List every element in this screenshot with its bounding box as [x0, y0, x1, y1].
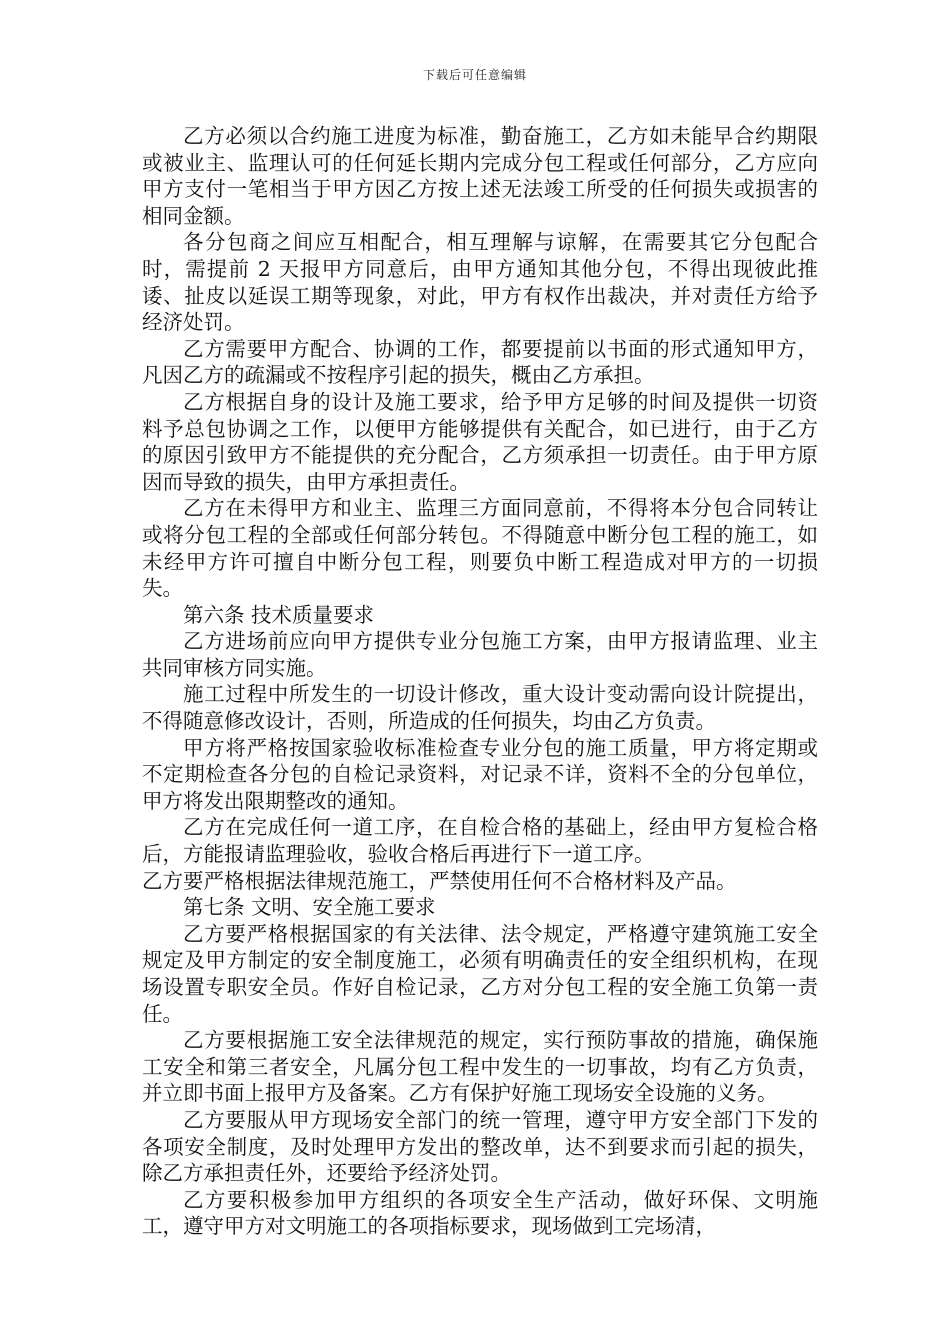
paragraph: 乙方进场前应向甲方提供专业分包施工方案，由甲方报请监理、业主共同审核方同实施。 — [142, 629, 818, 680]
page-header: 下载后可任意编辑 — [422, 68, 527, 82]
section-heading: 第七条 文明、安全施工要求 — [183, 895, 436, 920]
paragraph: 乙方需要甲方配合、协调的工作，都要提前以书面的形式通知甲方，凡因乙方的疏漏或不按程序引起的损失，概由乙方承担。 — [142, 336, 818, 388]
paragraph: 乙方必须以合约施工进度为标准，勤奋施工，乙方如未能早合约期限或被业主、监理认可的任何延长期内完成分包工程或任何部分，乙方应向甲方支付一笔相当于甲方因乙方按上述无法竣工所受的任何损失或损害的相同金额。 — [142, 124, 818, 228]
paragraph: 乙方在未得甲方和业主、监理三方面同意前，不得将本分包合同转让或将分包工程的全部或任何部分转包。不得随意中断分包工程的施工，如未经甲方许可擅自中断分包工程，则要负中断工程造成对甲方的一切损失。 — [142, 496, 818, 601]
paragraph: 乙方要严格根据法律规范施工，严禁使用任何不合格材料及产品。 — [142, 868, 737, 893]
paragraph: 乙方要根据施工安全法律规范的规定，实行预防事故的措施，确保施工安全和第三者安全，凡属分包工程中发生的一切事故，均有乙方负责，并立即书面上报甲方及备案。乙方有保护好施工现场安全设施的义务。 — [142, 1028, 818, 1106]
paragraph: 乙方根据自身的设计及施工要求，给予甲方足够的时间及提供一切资料予总包协调之工作，以便甲方能够提供有关配合，如已进行，由于乙方的原因引致甲方不能提供的充分配合，乙方须承担一切责任。由于甲方原因而导致的损失，由甲方承担责任。 — [142, 389, 818, 494]
paragraph: 施工过程中所发生的一切设计修改，重大设计变动需向设计院提出，不得随意修改设计，否则，所造成的任何损失，均由乙方负责。 — [142, 682, 818, 734]
paragraph: 各分包商之间应互相配合，相互理解与谅解，在需要其它分包配合时，需提前 2 天报甲方同意后，由甲方通知其他分包，不得出现彼此推诿、扯皮以延误工期等现象，对此，甲方有权作出裁决，并对责任方给予经济处罚。 — [142, 230, 818, 335]
section-heading: 第六条 技术质量要求 — [183, 602, 375, 627]
paragraph: 乙方要积极参加甲方组织的各项安全生产活动，做好环保、文明施工，遵守甲方对文明施工的各项指标要求，现场做到工完场清， — [142, 1187, 818, 1239]
paragraph: 乙方要严格根据国家的有关法律、法令规定，严格遵守建筑施工安全规定及甲方制定的安全制度施工，必须有明确责任的安全组织机构，在现场设置专职安全员。作好自检记录，乙方对分包工程的安全施工负第一责任。 — [142, 921, 818, 1026]
document-body — [142, 123, 818, 1240]
paragraph: 甲方将严格按国家验收标准检查专业分包的施工质量，甲方将定期或不定期检查各分包的自检记录资料，对记录不详，资料不全的分包单位，甲方将发出限期整改的通知。 — [142, 735, 818, 813]
paragraph: 乙方要服从甲方现场安全部门的统一管理，遵守甲方安全部门下发的各项安全制度，及时处理甲方发出的整改单，达不到要求而引起的损失，除乙方承担责任外，还要给予经济处罚。 — [142, 1107, 818, 1186]
paragraph: 乙方在完成任何一道工序，在自检合格的基础上，经由甲方复检合格后，方能报请监理验收，验收合格后再进行下一道工序。 — [142, 815, 818, 867]
